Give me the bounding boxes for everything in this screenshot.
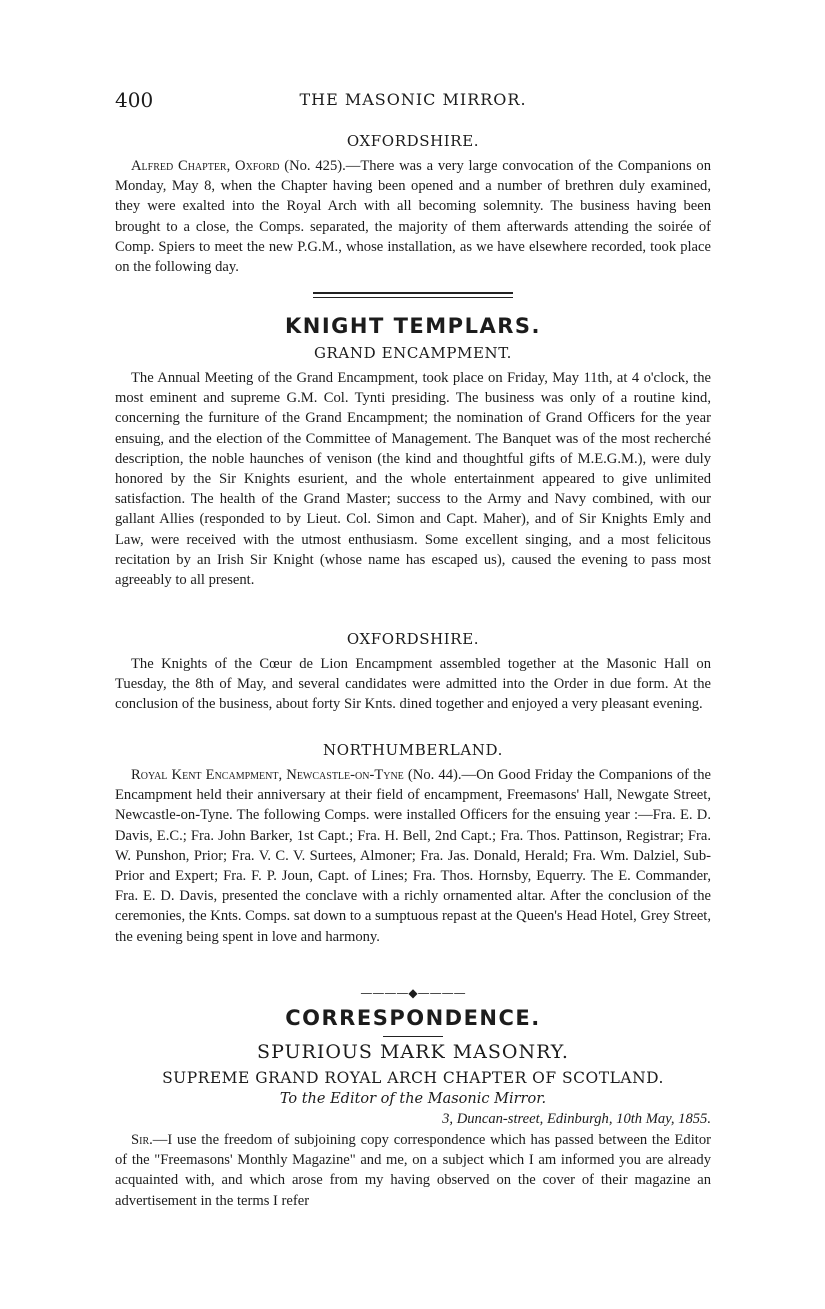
- paragraph-text: —I use the freedom of subjoining copy correspondence which has passed between the Editor of the "Freemasons' Monthly Magazine" and me, on a subject which I am informed you are already acquainted with, and which arose from my having observed on the cover of their magazine an advertisement in the terms I refer: [115, 1132, 711, 1209]
- section-heading: KNIGHT TEMPLARS.: [285, 314, 541, 338]
- paragraph-text: (No. 44).—On Good Friday the Companions of the Encampment held their anniversary at their field of encampment, Freemasons' Hall, Newgate Street, Newcastle-on-Tyne. The following Comps. were installed Officers for the ensuing year :—Fra. E. D. Davis, E.C.; Fra. John Barker, 1st Capt.; Fra. H. Bell, 2nd Capt.; Fra. Thos. Pattinson, Registrar; Fra. W. Punshon, Prior; Fra. V. C. V. Surtees, Almoner; Fra. Jas. Donald, Herald; Fra. Wm. Dalziel, Sub-Prior and Expert; Fra. F. P. Joun, Capt. of Lines; Fra. Thos. Hornsby, Equerry. The E. Commander, Fra. E. D. Davis, presented the conclave with a richly ornamented altar. After the conclusion of the ceremonies, the Knts. Comps. sat down to a sumptuous repast at the Queen's Head Hotel, Grey Street, the evening being spent in love and harmony.: [115, 767, 711, 945]
- ornament: ————◆————: [360, 986, 466, 1000]
- article-subtitle: SUPREME GRAND ROYAL ARCH CHAPTER OF SCOTLAND.: [162, 1069, 664, 1087]
- section-correspondence: [115, 1006, 711, 1211]
- short-rule: [383, 1036, 443, 1037]
- section-heading: OXFORDSHIRE.: [346, 132, 480, 150]
- section-northumberland: [115, 741, 711, 947]
- paragraph: The Knights of the Cœur de Lion Encampment assembled together at the Masonic Hall on Tuesday, the 8th of May, and several candidates were admitted into the Order in due form. At the conclusion of the business, about forty Sir Knts. dined together and enjoyed a very pleasant evening.: [115, 656, 711, 713]
- lead-in: Royal Kent Encampment, Newcastle-on-Tyne: [131, 767, 404, 783]
- section-oxfordshire-encampment: [115, 630, 711, 715]
- paragraph: [115, 156, 711, 277]
- divider: [115, 986, 711, 1000]
- running-title: THE MASONIC MIRROR.: [299, 90, 527, 109]
- salutation: Sir.: [131, 1132, 153, 1148]
- lead-in: Alfred Chapter, Oxford: [131, 158, 280, 174]
- paragraph: [115, 1130, 711, 1211]
- divider: [115, 292, 711, 298]
- dateline: 3, Duncan-street, Edinburgh, 10th May, 1855.: [442, 1111, 711, 1127]
- page-number: 400: [115, 88, 154, 112]
- sub-heading: GRAND ENCAMPMENT.: [313, 344, 513, 362]
- paragraph: The Annual Meeting of the Grand Encampment, took place on Friday, May 11th, at 4 o'clock, the most eminent and supreme G.M. Col. Tynti presiding. The business was only of a routine kind, concerning the furniture of the Grand Encampment; the nomination of Grand Officers for the year ensuing, and the election of the Committee of Management. The Banquet was of the most recherché description, the noble haunches of venison (the kind and thoughtful gifts of M.E.G.M.), were duly honored by the Sir Knights esurient, and the whole entertainment appeared to give unlimited satisfaction. The health of the Grand Master; success to the Army and Navy combined, with our gallant Allies (responded to by Lieut. Col. Simon and Capt. Maher), and of Sir Knights Emly and Law, were received with the utmost enthusiasm. Some excellent singing, and a most felicitous recitation by an Irish Sir Knight (whose name has escaped us), caused the evening to pass most agreeably to all present.: [115, 370, 711, 589]
- addressee: To the Editor of the Masonic Mirror.: [279, 1091, 547, 1107]
- double-rule: [313, 292, 513, 298]
- section-knight-templars: [115, 314, 711, 590]
- section-heading: NORTHUMBERLAND.: [323, 741, 503, 759]
- running-header: [115, 86, 711, 116]
- section-heading: OXFORDSHIRE.: [346, 630, 480, 648]
- article-title: SPURIOUS MARK MASONRY.: [257, 1041, 569, 1063]
- paragraph: [115, 765, 711, 947]
- section-heading: CORRESPONDENCE.: [285, 1006, 541, 1030]
- paragraph-text: (No. 425).—There was a very large convocation of the Companions on Monday, May 8, when the Chapter having been opened and a number of brethren duly examined, they were exalted into the Royal Arch with all becoming solemnity. The business having been brought to a close, the Comps. separated, the majority of them afterwards attending the soirée of Comp. Spiers to meet the new P.G.M., whose installation, as we have elsewhere recorded, took place on the following day.: [115, 158, 712, 276]
- section-oxfordshire-chapter: [115, 132, 711, 277]
